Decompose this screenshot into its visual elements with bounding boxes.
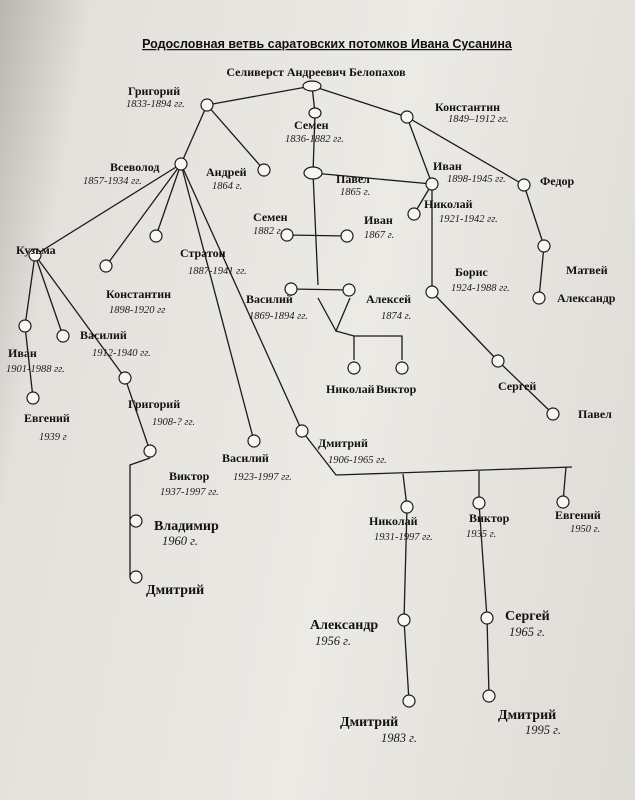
node-pavel [304, 167, 322, 179]
years-konst2: 1898-1920 гг [109, 305, 166, 316]
node-ivan1 [426, 178, 438, 190]
node-konst2 [100, 260, 112, 272]
node-dmitry2 [130, 571, 142, 583]
years-andrey: 1864 г. [212, 181, 243, 192]
label-vasily3: Василий [222, 451, 269, 465]
years-evgeny1: 1939 г [39, 432, 67, 443]
node-grigory2 [119, 372, 131, 384]
label-nikolay1: Николай [424, 197, 473, 211]
node-dmitry4 [483, 690, 495, 702]
label-viktor1: Виктор [376, 382, 417, 396]
label-konst2: Константин [106, 287, 172, 301]
label-kuzma: Кузьма [16, 243, 56, 257]
years-dmitry1: 1906-1965 гг. [328, 455, 387, 466]
node-viktor1 [396, 362, 408, 374]
label-sergey2: Сергей [505, 609, 550, 624]
node-konst1 [401, 111, 413, 123]
node-vasily3 [248, 435, 260, 447]
node-nikolay1 [408, 208, 420, 220]
label-straton: Стратон [180, 246, 226, 260]
node-matvey [538, 240, 550, 252]
node-straton [150, 230, 162, 242]
label-dmitry3: Дмитрий [340, 715, 399, 730]
years-straton: 1887-1941 гг. [188, 266, 247, 277]
label-dmitry2: Дмитрий [146, 583, 205, 598]
years-sergey2: 1965 г. [509, 625, 545, 639]
label-grigory: Григорий [128, 84, 181, 98]
node-nikolay2 [348, 362, 360, 374]
label-aleksandr2: Александр [310, 618, 379, 633]
label-konst1: Константин [435, 100, 501, 114]
years-viktor2: 1937-1997 гг. [160, 487, 219, 498]
years-vladimir: 1960 г. [162, 534, 198, 548]
node-ivan3 [19, 320, 31, 332]
node-vladimir [130, 515, 142, 527]
years-dmitry3: 1983 г. [381, 731, 417, 745]
node-grigory [201, 99, 213, 111]
years-semen1: 1836-1882 гг. [285, 134, 344, 145]
node-evgeny2 [557, 496, 569, 508]
label-dmitry1: Дмитрий [318, 436, 368, 450]
label-vladimir: Владимир [154, 519, 219, 534]
node-boris [426, 286, 438, 298]
label-nikolay3: Николай [369, 514, 418, 528]
node-dmitry3 [403, 695, 415, 707]
label-pavel2: Павел [578, 407, 612, 421]
years-ivan2: 1867 г. [364, 230, 395, 241]
label-viktor3: Виктор [469, 511, 510, 525]
years-grigory: 1833-1894 гг. [126, 99, 185, 110]
label-fedor: Федор [540, 174, 575, 188]
years-ivan1: 1898-1945 гг. [447, 174, 506, 185]
label-pavel: Павел [336, 172, 370, 186]
node-vsevolod [175, 158, 187, 170]
node-aleksandr2 [398, 614, 410, 626]
label-ivan3: Иван [8, 346, 37, 360]
node-semen1 [309, 108, 321, 118]
years-evgeny2: 1950 г. [570, 524, 601, 535]
years-vsevolod: 1857-1934 гг. [83, 176, 142, 187]
node-nikolay3 [401, 501, 413, 513]
years-pavel: 1865 г. [340, 187, 371, 198]
node-root [303, 81, 321, 91]
node-aleksandr1 [533, 292, 545, 304]
label-vasily1: Василий [246, 292, 293, 306]
years-vasily1: 1869-1894 гг. [249, 311, 308, 322]
label-semen1: Семен [294, 118, 329, 132]
label-vasily2: Василий [80, 328, 127, 342]
label-sergey1: Сергей [498, 379, 537, 393]
node-viktor2 [144, 445, 156, 457]
root-label: Селиверст Андреевич Белопахов [226, 65, 406, 79]
label-ivan1: Иван [433, 159, 462, 173]
label-aleksey: Алексей [366, 292, 412, 306]
years-aleksandr2: 1956 г. [315, 634, 351, 648]
years-aleksey: 1874 г. [381, 311, 412, 322]
label-evgeny1: Евгений [24, 411, 70, 425]
years-konst1: 1849–1912 гг. [448, 114, 509, 125]
years-boris: 1924-1988 гг. [451, 283, 510, 294]
node-pavel2 [547, 408, 559, 420]
node-evgeny1 [27, 392, 39, 404]
years-ivan3: 1901-1988 гг. [6, 364, 65, 375]
node-aleksey [343, 284, 355, 296]
node-andrey [258, 164, 270, 176]
years-viktor3: 1935 г. [466, 529, 497, 540]
label-semen2: Семен [253, 210, 288, 224]
label-aleksandr1: Александр [557, 291, 616, 305]
label-grigory2: Григорий [128, 397, 181, 411]
node-ivan2 [341, 230, 353, 242]
label-matvey: Матвей [566, 263, 608, 277]
node-sergey1 [492, 355, 504, 367]
diagram-title: Родословная ветвь саратовских потомков Ивана Сусанина [142, 37, 512, 51]
label-evgeny2: Евгений [555, 508, 601, 522]
years-nikolay1: 1921-1942 гг. [439, 214, 498, 225]
node-fedor [518, 179, 530, 191]
years-vasily3: 1923-1997 гг. [233, 472, 292, 483]
label-nikolay2: Николай [326, 382, 375, 396]
years-nikolay3: 1931-1997 гг. [374, 532, 433, 543]
node-dmitry1 [296, 425, 308, 437]
years-grigory2: 1908-? гг. [152, 417, 196, 428]
label-boris: Борис [455, 265, 488, 279]
label-ivan2: Иван [364, 213, 393, 227]
node-viktor3 [473, 497, 485, 509]
label-viktor2: Виктор [169, 469, 210, 483]
label-vsevolod: Всеволод [110, 160, 160, 174]
node-vasily2 [57, 330, 69, 342]
years-semen2: 1882 г. [253, 226, 284, 237]
years-dmitry4: 1995 г. [525, 723, 561, 737]
label-andrey: Андрей [206, 165, 247, 179]
years-vasily2: 1912-1940 гг. [92, 348, 151, 359]
label-dmitry4: Дмитрий [498, 708, 557, 723]
node-sergey2 [481, 612, 493, 624]
